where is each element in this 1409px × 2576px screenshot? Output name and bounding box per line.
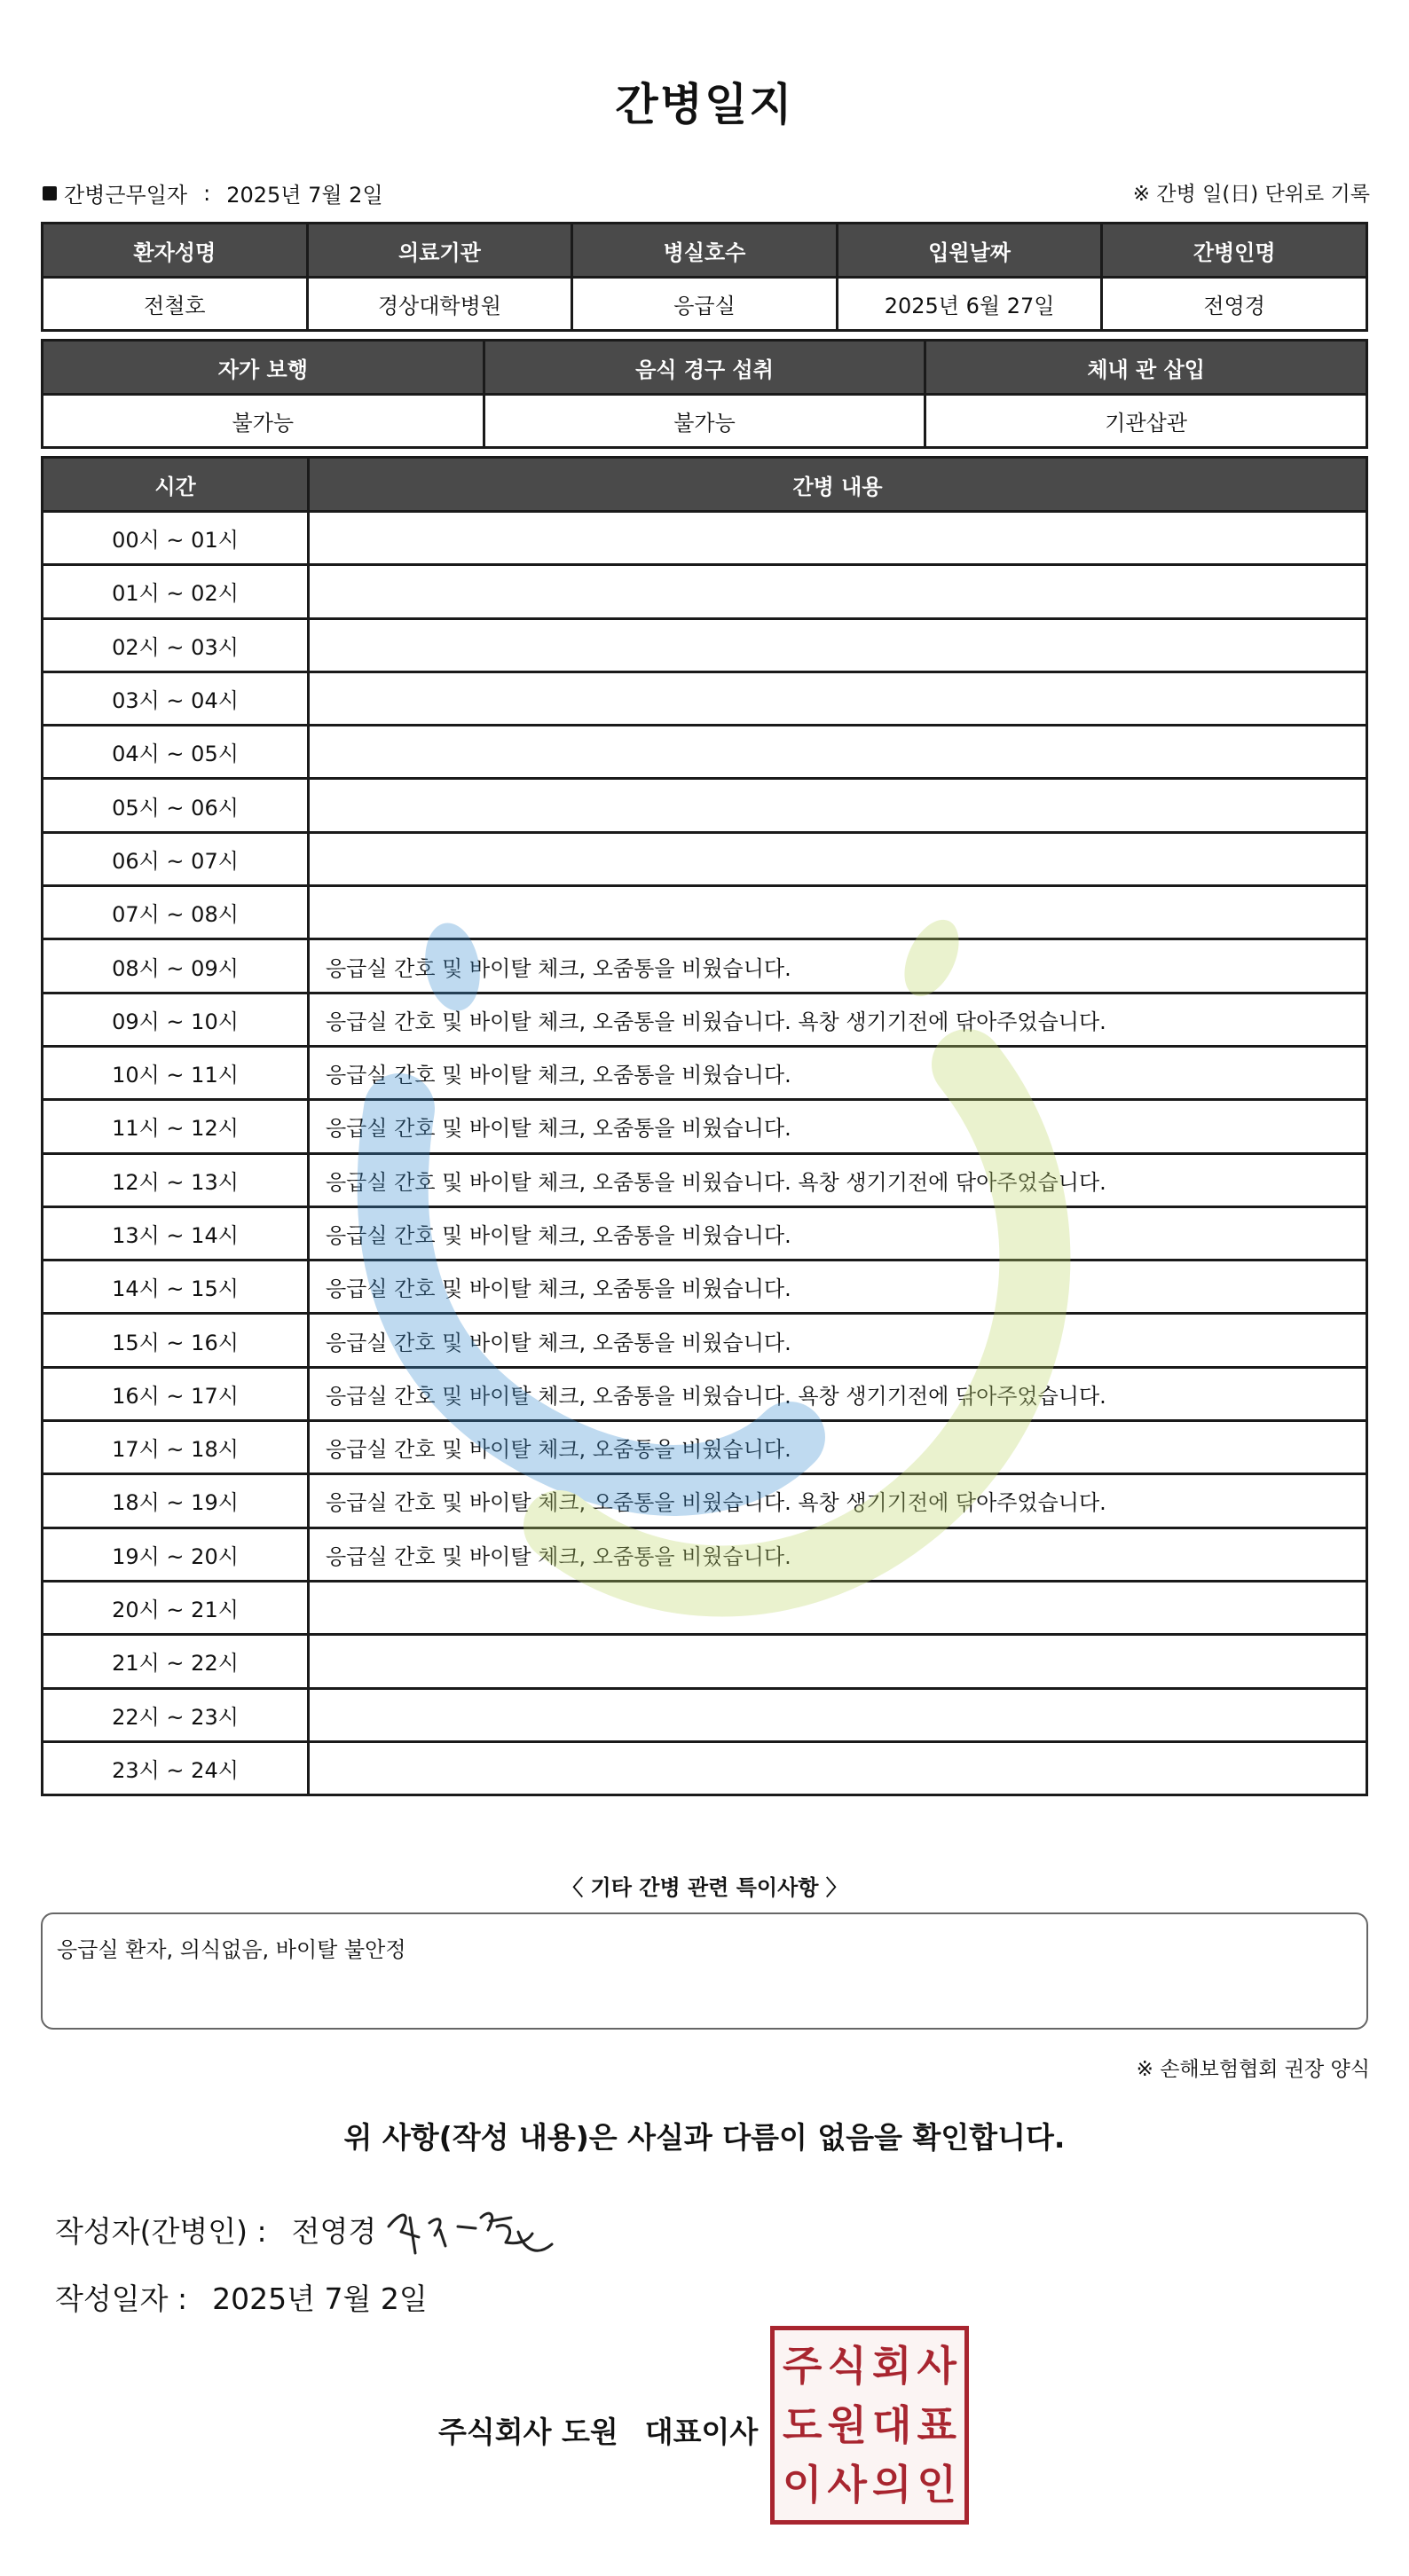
log-time: 19시 ~ 20시: [43, 1528, 309, 1581]
log-time: 22시 ~ 23시: [43, 1688, 309, 1741]
work-date-colon: :: [203, 180, 211, 206]
log-header-time: 시간: [43, 458, 309, 512]
seal-character: 표: [917, 2400, 956, 2449]
log-time: 07시 ~ 08시: [43, 886, 309, 939]
seal-character: 사: [917, 2341, 956, 2390]
log-time: 04시 ~ 05시: [43, 726, 309, 779]
seal-character: 의: [872, 2461, 912, 2509]
log-note: 응급실 간호 및 바이탈 체크, 오줌통을 비웠습니다.: [309, 1528, 1367, 1581]
log-note: 응급실 간호 및 바이탈 체크, 오줌통을 비웠습니다. 욕창 생기기전에 닦아주었습니다.: [309, 1367, 1367, 1420]
seal-character: 식: [827, 2341, 867, 2390]
log-note: [309, 832, 1367, 885]
status-value-row: [43, 395, 1367, 448]
log-row: [43, 1581, 1367, 1634]
seal-character: 원: [827, 2400, 867, 2449]
log-row: [43, 1528, 1367, 1581]
log-time: 03시 ~ 04시: [43, 671, 309, 725]
patient-header: 입원날짜: [837, 224, 1102, 278]
log-note: [309, 779, 1367, 832]
writer-line: [55, 2209, 376, 2250]
walking-value: 불가능: [43, 395, 484, 448]
special-notes-content: 응급실 환자, 의식없음, 바이탈 불안정: [57, 1937, 406, 1962]
log-note: 응급실 간호 및 바이탈 체크, 오줌통을 비웠습니다. 욕창 생기기전에 닦아주었습니다.: [309, 1474, 1367, 1528]
log-row: [43, 1100, 1367, 1153]
company-name: 주식회사 도원: [438, 2415, 618, 2449]
log-note: 응급실 간호 및 바이탈 체크, 오줌통을 비웠습니다.: [309, 1421, 1367, 1474]
patient-header: 의료기관: [307, 224, 572, 278]
special-notes-box: [41, 1912, 1368, 2030]
log-row: [43, 1635, 1367, 1688]
confirmation-statement: 위 사항(작성 내용)은 사실과 다름이 없음을 확인합니다.: [343, 2120, 1066, 2155]
log-time: 08시 ~ 09시: [43, 939, 309, 993]
log-time: 11시 ~ 12시: [43, 1100, 309, 1153]
hospital-value: 경상대학병원: [307, 278, 572, 331]
writer-name: 전영경: [291, 2214, 377, 2249]
work-date-label: 간병근무일자: [64, 183, 188, 208]
log-note: [309, 1581, 1367, 1634]
log-note: [309, 1741, 1367, 1795]
recommended-form-note: ※ 손해보험협회 권장 양식: [1136, 2058, 1370, 2081]
log-note: [309, 565, 1367, 618]
patient-header-row: [43, 224, 1367, 278]
log-time: 16시 ~ 17시: [43, 1367, 309, 1420]
patient-header: 환자성명: [43, 224, 308, 278]
seal-character: 주: [783, 2341, 823, 2390]
log-note: 응급실 간호 및 바이탈 체크, 오줌통을 비웠습니다.: [309, 1206, 1367, 1260]
oral-intake-value: 불가능: [484, 395, 925, 448]
status-header-row: [43, 341, 1367, 395]
log-note: [309, 618, 1367, 671]
seal-character: 이: [783, 2461, 823, 2509]
status-header: 체내 관 삽입: [925, 341, 1367, 395]
square-bullet-icon: [43, 186, 57, 200]
log-time: 12시 ~ 13시: [43, 1153, 309, 1206]
log-note: [309, 1688, 1367, 1741]
log-row: [43, 726, 1367, 779]
admission-date-value: 2025년 6월 27일: [837, 278, 1102, 331]
log-row: [43, 779, 1367, 832]
log-note: 응급실 간호 및 바이탈 체크, 오줌통을 비웠습니다. 욕창 생기기전에 닦아주었습니다.: [309, 1153, 1367, 1206]
log-time: 23시 ~ 24시: [43, 1741, 309, 1795]
log-time: 06시 ~ 07시: [43, 832, 309, 885]
care-log-table: [41, 456, 1368, 1796]
log-note: [309, 726, 1367, 779]
written-date-value: 2025년 7월 2일: [212, 2281, 428, 2316]
written-date-label: 작성일자 :: [55, 2281, 188, 2316]
log-row: [43, 1153, 1367, 1206]
unit-note: ※ 간병 일(日) 단위로 기록: [1132, 183, 1370, 206]
log-note: [309, 1635, 1367, 1688]
log-time: 14시 ~ 15시: [43, 1261, 309, 1314]
log-time: 00시 ~ 01시: [43, 512, 309, 565]
log-row: [43, 1314, 1367, 1367]
log-time: 10시 ~ 11시: [43, 1046, 309, 1099]
written-date-line: [55, 2276, 428, 2318]
log-time: 20시 ~ 21시: [43, 1581, 309, 1634]
log-note: 응급실 간호 및 바이탈 체크, 오줌통을 비웠습니다.: [309, 1314, 1367, 1367]
room-value: 응급실: [572, 278, 838, 331]
log-note: 응급실 간호 및 바이탈 체크, 오줌통을 비웠습니다.: [309, 1100, 1367, 1153]
log-row: [43, 1046, 1367, 1099]
company-seal-stamp: [770, 2326, 969, 2525]
log-row: [43, 886, 1367, 939]
status-header: 자가 보행: [43, 341, 484, 395]
log-row: [43, 512, 1367, 565]
seal-character: 사: [827, 2461, 867, 2509]
log-note: [309, 886, 1367, 939]
log-row: [43, 671, 1367, 725]
work-date-line: [43, 177, 383, 208]
log-time: 13시 ~ 14시: [43, 1206, 309, 1260]
document-title: 간병일지: [615, 79, 794, 130]
patient-name-value: 전철호: [43, 278, 308, 331]
log-row: [43, 993, 1367, 1046]
log-time: 15시 ~ 16시: [43, 1314, 309, 1367]
log-note: 응급실 간호 및 바이탈 체크, 오줌통을 비웠습니다.: [309, 1261, 1367, 1314]
special-notes-title: 〈 기타 간병 관련 특이사항 〉: [562, 1875, 847, 1900]
log-row: [43, 832, 1367, 885]
log-row: [43, 1261, 1367, 1314]
tube-insertion-value: 기관삽관: [925, 395, 1367, 448]
log-time: 17시 ~ 18시: [43, 1421, 309, 1474]
seal-character: 회: [872, 2341, 912, 2390]
patient-header: 병실호수: [572, 224, 838, 278]
status-header: 음식 경구 섭취: [484, 341, 925, 395]
log-row: [43, 1741, 1367, 1795]
log-note: [309, 671, 1367, 725]
log-row: [43, 618, 1367, 671]
work-date-value: 2025년 7월 2일: [226, 183, 383, 208]
log-row: [43, 1206, 1367, 1260]
log-row: [43, 1421, 1367, 1474]
log-note: 응급실 간호 및 바이탈 체크, 오줌통을 비웠습니다.: [309, 1046, 1367, 1099]
log-row: [43, 1367, 1367, 1420]
log-header-row: [43, 458, 1367, 512]
writer-label: 작성자(간병인) :: [55, 2214, 267, 2249]
seal-character: 대: [872, 2400, 912, 2449]
log-time: 05시 ~ 06시: [43, 779, 309, 832]
patient-status-table: [41, 339, 1368, 449]
patient-value-row: [43, 278, 1367, 331]
company-line: [438, 2409, 758, 2451]
log-note: [309, 512, 1367, 565]
caregiver-name-value: 전영경: [1102, 278, 1367, 331]
log-time: 21시 ~ 22시: [43, 1635, 309, 1688]
log-row: [43, 939, 1367, 993]
log-note: 응급실 간호 및 바이탈 체크, 오줌통을 비웠습니다.: [309, 939, 1367, 993]
log-time: 18시 ~ 19시: [43, 1474, 309, 1528]
seal-character: 도: [783, 2400, 823, 2449]
log-row: [43, 565, 1367, 618]
log-row: [43, 1688, 1367, 1741]
patient-header: 간병인명: [1102, 224, 1367, 278]
handwritten-signature: [383, 2191, 561, 2262]
log-header-content: 간병 내용: [309, 458, 1367, 512]
log-row: [43, 1474, 1367, 1528]
seal-character: 인: [917, 2461, 956, 2509]
log-time: 09시 ~ 10시: [43, 993, 309, 1046]
patient-info-table: [41, 222, 1368, 332]
log-time: 02시 ~ 03시: [43, 618, 309, 671]
log-note: 응급실 간호 및 바이탈 체크, 오줌통을 비웠습니다. 욕창 생기기전에 닦아주었습니다.: [309, 993, 1367, 1046]
log-time: 01시 ~ 02시: [43, 565, 309, 618]
representative-title: 대표이사: [644, 2415, 759, 2449]
